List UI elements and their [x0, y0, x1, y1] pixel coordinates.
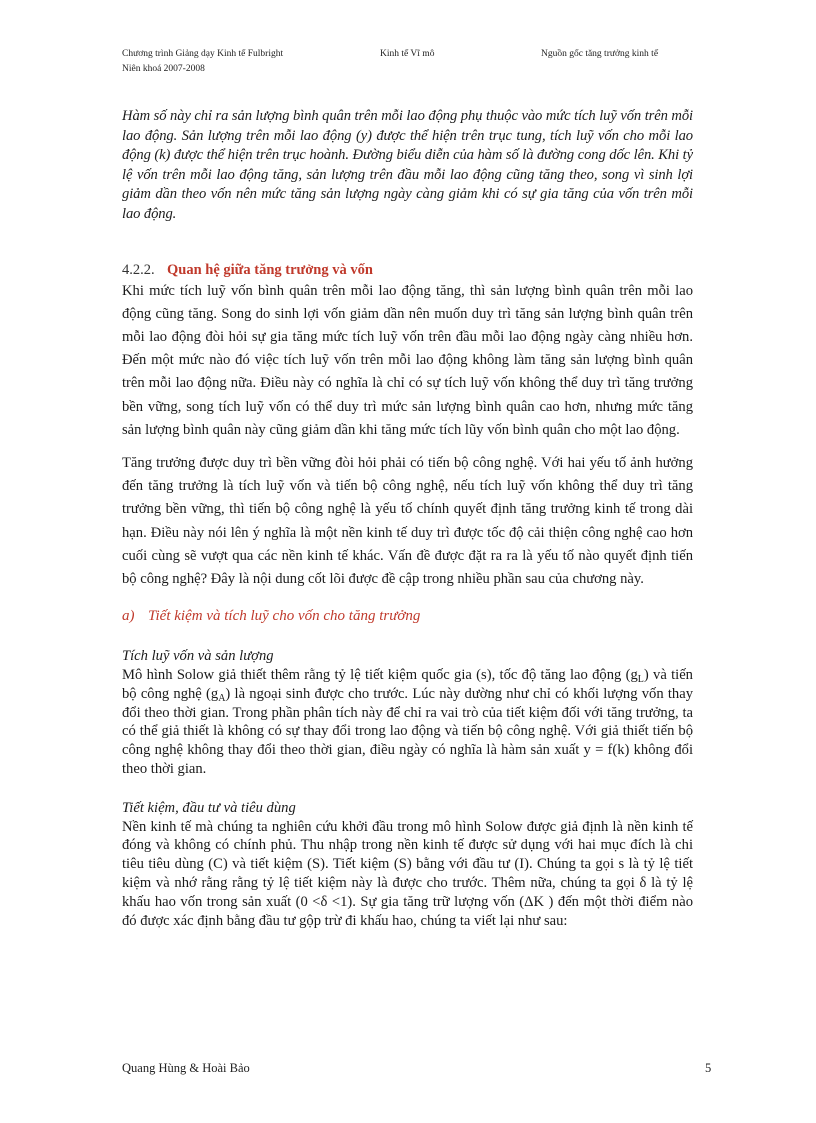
part1-heading: Tích luỹ vốn và sản lượng	[122, 648, 274, 665]
running-header-left	[122, 47, 283, 77]
section-paragraph-1: Khi mức tích luỹ vốn bình quân trên mỗi lao động tăng, thì sản lượng bình quân trên mỗi lao động cũng tăng. Song do sinh lợi vốn giảm dần nên muốn duy trì tăng sản lượng bình quân trên mỗi lao động đòi hỏi sự gia tăng mức tích luỹ vốn trên đầu mỗi lao động ngày càng nhiều hơn. Đến một mức nào đó việc tích luỹ vốn trên mỗi lao động không làm tăng sản lượng bình quân trên mỗi lao động nữa. Điều này có nghĩa là chỉ có sự tích luỹ vốn không thể duy trì tăng trưởng bền vững, song tích luỹ vốn có thể duy trì mức sản lượng bình quân cao hơn, nhưng mức tăng sản lượng bình quân này cũng giảm dần khi tăng mức tích lũy vốn bình quân cho một lao động.	[122, 282, 693, 438]
header-chapter: Nguồn gốc tăng trưởng kinh tế	[541, 49, 659, 59]
part2-heading: Tiết kiệm, đầu tư và tiêu dùng	[122, 799, 296, 816]
subsection-label: a)	[122, 608, 135, 625]
part1-text-b: ) và tiến bộ công nghệ (g	[122, 667, 693, 702]
page-number: 5	[705, 1061, 712, 1075]
part2-paragraph: Nền kinh tế mà chúng ta nghiên cứu khởi đầu trong mô hình Solow được giả định là nền kinh tế đóng và không có chính phủ. Thu nhập trong nền kinh tế được sử dụng với hai mục đích là chi tiêu tiêu dùng (C) và tiết kiệm (S). Tiết kiệm (S) bằng với đầu tư (I). Chúng ta gọi s là tỷ lệ tiết kiệm và nhớ rằng rằng tỷ lệ tiết kiệm này là được cho trước. Thêm nữa, chúng ta gọi δ là tỷ lệ khấu hao vốn trong sản xuất (0 <δ <1). Sự gia tăng trữ lượng vốn (ΔK ) đến một thời điểm nào đó được xác định bằng đầu tư gộp trừ đi khấu hao, chúng ta viết lại như sau:	[122, 818, 693, 929]
subscript-a: A	[218, 692, 226, 704]
header-academic-year: Niên khoá 2007-2008	[122, 64, 205, 74]
part1-text-c: ) là ngoại sinh được cho trước. Lúc này dường như chỉ có khối lượng vốn thay đổi theo thời gian. Trong phần phân tích này để chỉ ra vai trò của tiết kiệm đối với tăng trưởng, ta có thể giả thiết là không có sự thay đổi trong lao động và tiến bộ công nghệ. Với giả thiết tiến bộ công nghệ không thay đổi theo thời gian, điều ngày có nghĩa là hàm sản xuất y = f(k) không đổi theo thời gian.	[122, 685, 694, 777]
section-title: Quan hệ giữa tăng trưởng và vốn	[167, 261, 373, 278]
part1-text-a: Mô hình Solow giả thiết thêm rằng tỷ lệ tiết kiệm quốc gia (s), tốc độ tăng lao động (g	[122, 667, 638, 683]
page-content	[122, 107, 693, 930]
subsection-heading	[122, 605, 693, 627]
subscript-l: L	[637, 674, 644, 685]
footer-authors: Quang Hùng & Hoài Bảo	[122, 1061, 250, 1075]
section-number: 4.2.2.	[122, 261, 155, 278]
section-heading	[122, 260, 693, 280]
header-course: Kinh tế Vĩ mô	[380, 49, 435, 59]
part1-paragraph	[122, 666, 693, 779]
subsection-title: Tiết kiệm và tích luỹ cho vốn cho tăng trưởng	[148, 608, 421, 625]
intro-paragraph: Hàm số này chỉ ra sản lượng bình quân trên mỗi lao động phụ thuộc vào mức tích luỹ vốn trên mỗi lao động. Sản lượng trên mỗi lao động (y) được thể hiện trên trục tung, tích luỹ vốn cho mỗi lao động (k) được thể hiện trên trục hoành. Đường biểu diễn của hàm số là đường cong dốc lên. Khi tỷ lệ vốn trên mỗi lao động tăng, sản lượng trên đầu mỗi lao động cũng tăng theo, song vì sinh lợi giảm dần theo vốn nên mức tăng sản lượng ngày càng giảm khi có sự gia tăng của vốn trên mỗi lao động.	[122, 108, 693, 222]
header-program: Chương trình Giảng dạy Kinh tế Fulbright	[122, 49, 284, 59]
section-paragraph-2: Tăng trưởng được duy trì bền vững đòi hỏi phải có tiến bộ công nghệ. Với hai yếu tố ảnh hưởng đến tăng trưởng là tích luỹ vốn và tiến bộ công nghệ, nếu tích luỹ vốn không thể duy trì tăng trưởng bền vững, thì tiến bộ công nghệ là yếu tố chính quyết định tăng trưởng kinh tế trong dài hạn. Điều này nói lên ý nghĩa là một nền kinh tế duy trì được tốc độ cải thiện công nghệ cao hơn cuối cùng sẽ vượt qua các nền kinh tế khác. Vấn đề được đặt ra ra là yếu tố nào quyết định tiến bộ công nghệ? Đây là nội dung cốt lõi được đề cập trong nhiều phần sau của chương này.	[122, 454, 693, 587]
